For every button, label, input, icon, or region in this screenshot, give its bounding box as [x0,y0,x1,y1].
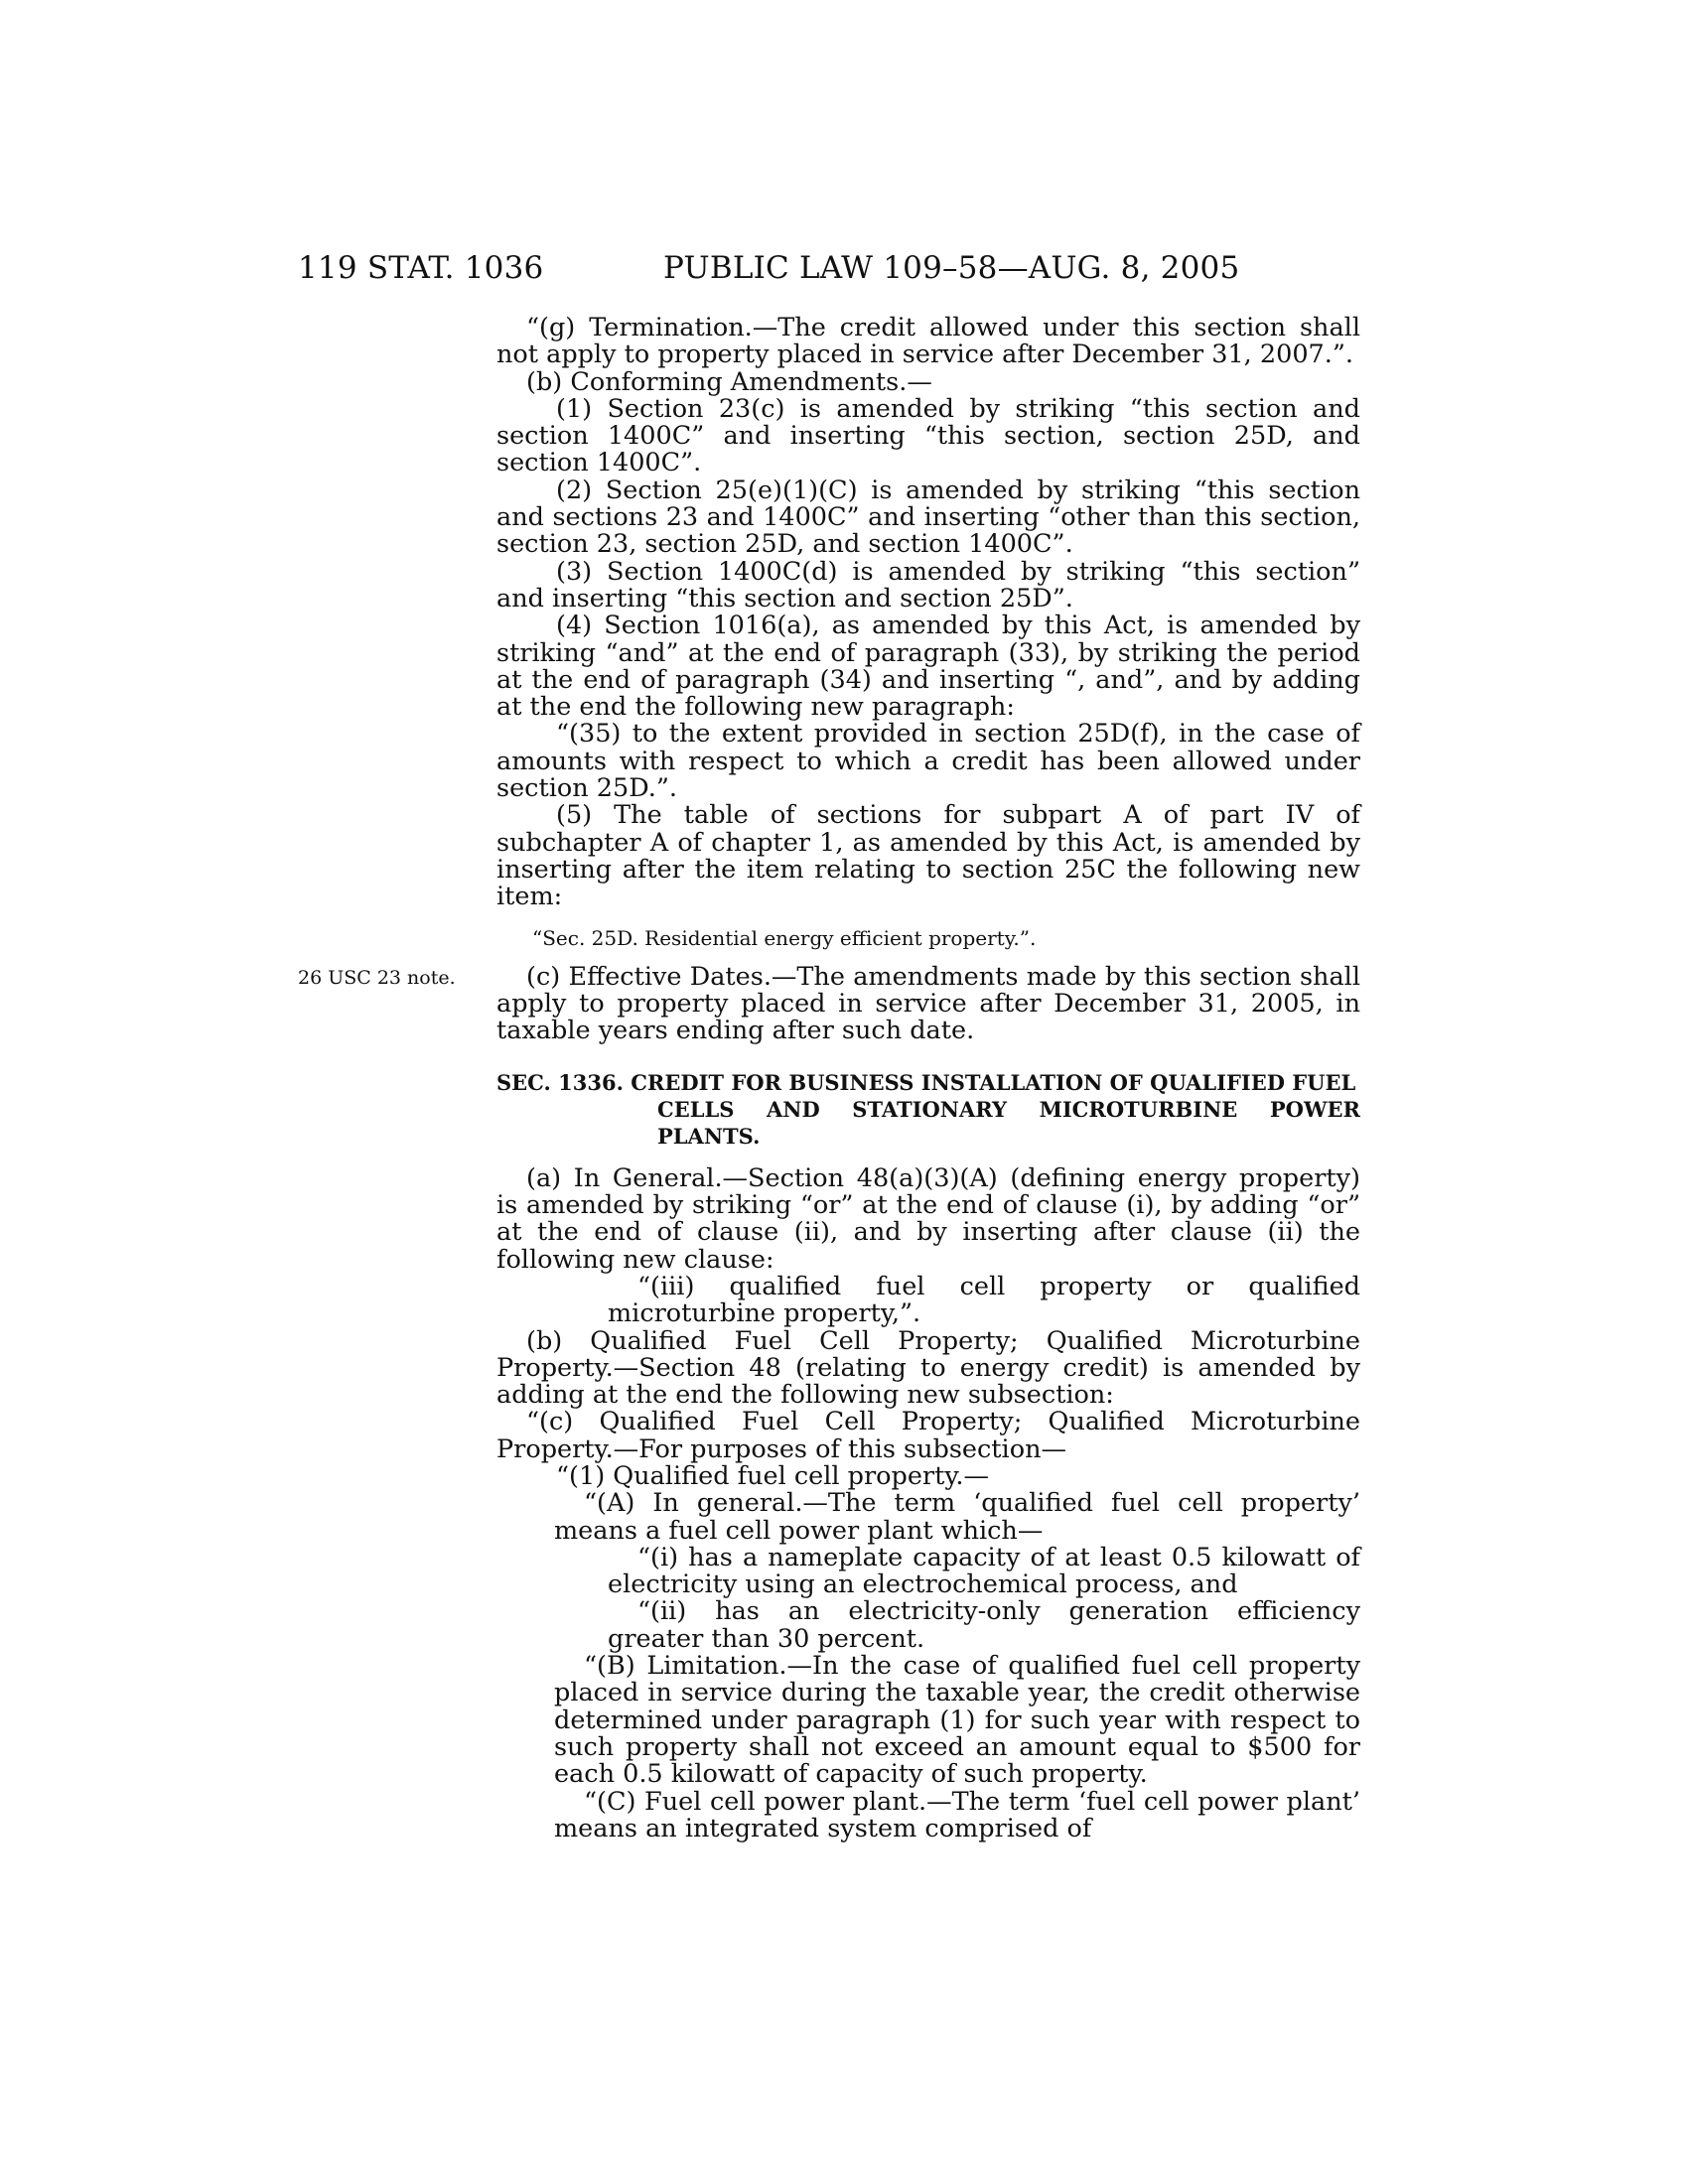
paragraph-effective-dates: (c) Effective Dates.—The amendments made by this section shall apply to property placed in service after December 31, 2005, in taxable years ending after such date. [496,961,1360,1046]
paragraph-clause-i: “(i) has a nameplate capacity of at least 0.5 kilowatt of electricity using an electrochemical process, and [608,1542,1360,1600]
section-heading-line-1: SEC. 1336. CREDIT FOR BUSINESS INSTALLATION OF QUALIFIED FUEL [496,1069,1356,1095]
section-heading-line-2: CELLS AND STATIONARY MICROTURBINE POWER [657,1096,1360,1122]
paragraph-qualified-property: (b) Qualified Fuel Cell Property; Qualified Microturbine Property.—Section 48 (relating to energy credit) is amended by adding at the end the following new subsection: [496,1325,1360,1411]
paragraph-amendment-1: (1) Section 23(c) is amended by striking “this section and section 1400C” and inserting “this section, section 25D, and section 1400C”. [496,393,1360,478]
paragraph-subsection-c: “(c) Qualified Fuel Cell Property; Qualified Microturbine Property.—For purposes of this subsection— [496,1407,1360,1464]
paragraph-amendment-2: (2) Section 25(e)(1)(C) is amended by striking “this section and sections 23 and 1400C” and inserting “other than this section, section 23, section 25D, and section 1400C”. [496,475,1360,560]
paragraph-termination: “(g) Termination.—The credit allowed under this section shall not apply to property placed in service after December 31, 2007.”. [496,313,1360,370]
paragraph-conforming-amendments: (b) Conforming Amendments.— [526,366,932,397]
paragraph-amendment-4: (4) Section 1016(a), as amended by this Act, is amended by striking “and” at the end of paragraph (33), by striking the period at the end of paragraph (34) and inserting “, and”, and by adding at the end the following new paragraph: [496,611,1360,723]
page-stat-number: 119 STAT. 1036 [298,250,544,286]
paragraph-a-in-general: “(A) In general.—The term ‘qualified fuel cell property’ means a fuel cell power plant which— [554,1488,1360,1546]
paragraph-c-fuel-cell-power-plant: “(C) Fuel cell power plant.—The term ‘fuel cell power plant’ means an integrated system comprised of [554,1786,1360,1843]
margin-note: 26 USC 23 note. [298,967,456,989]
table-of-sections-item: “Sec. 25D. Residential energy efficient property.”. [532,925,1037,950]
paragraph-new-35: “(35) to the extent provided in section 25D(f), in the case of amounts with respect to which a credit has been allowed under section 25D.”. [496,719,1360,804]
running-header: PUBLIC LAW 109–58—AUG. 8, 2005 [663,250,1240,286]
paragraph-in-general: (a) In General.—Section 48(a)(3)(A) (defining energy property) is amended by striking “or” at the end of clause (i), by adding “or” at the end of clause (ii), and by inserting after clause (ii) the following new clause: [496,1162,1360,1275]
paragraph-new-clause-iii: “(iii) qualified fuel cell property or qualified microturbine property,”. [608,1271,1360,1329]
paragraph-b-limitation: “(B) Limitation.—In the case of qualified fuel cell property placed in service during the taxable year, the credit otherwise determined under paragraph (1) for such year with respect to such property shall not exceed an amount equal to $500 for each 0.5 kilowatt of capacity of such property. [554,1651,1360,1790]
paragraph-amendment-3: (3) Section 1400C(d) is amended by striking “this section” and inserting “this section and section 25D”. [496,556,1360,614]
paragraph-amendment-5: (5) The table of sections for subpart A of part IV of subchapter A of chapter 1, as amended by this Act, is amended by inserting after the item relating to section 25C the following new item: [496,800,1360,912]
section-heading [496,1069,1360,1150]
document-body [496,315,1360,1843]
paragraph-fuel-cell-property: “(1) Qualified fuel cell property.— [556,1460,989,1491]
section-heading-line-3: PLANTS. [657,1123,761,1149]
paragraph-clause-ii: “(ii) has an electricity-only generation efficiency greater than 30 percent. [608,1596,1360,1654]
